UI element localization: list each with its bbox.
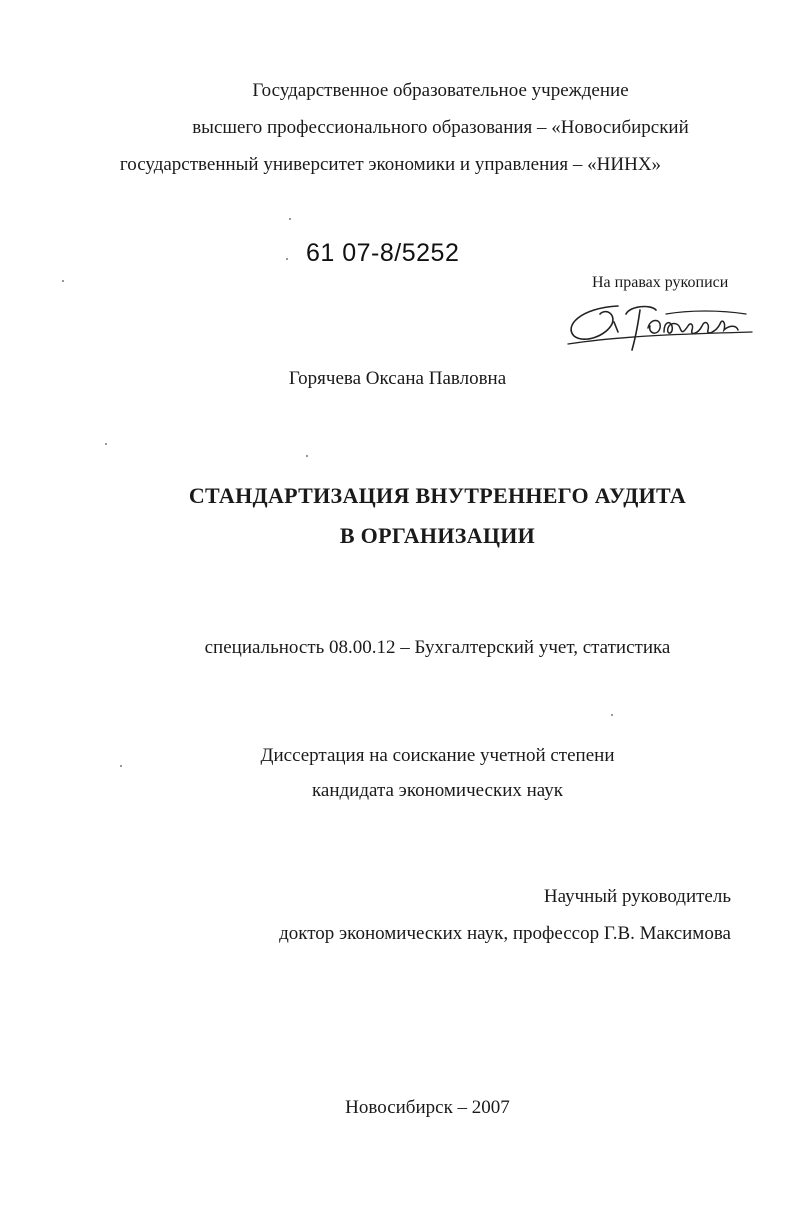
scan-speck bbox=[289, 218, 291, 220]
scan-speck bbox=[120, 765, 122, 767]
city-year: Новосибирск – 2007 bbox=[345, 1097, 510, 1118]
scan-speck bbox=[286, 258, 288, 260]
manuscript-rights-note: На правах рукописи bbox=[592, 274, 729, 291]
institution-line-2: высшего профессионального образования – «Новосибирский bbox=[192, 117, 689, 138]
dissertation-title-line-2: В ОРГАНИЗАЦИИ bbox=[339, 523, 536, 548]
scan-speck bbox=[306, 455, 308, 457]
handwritten-signature bbox=[560, 292, 760, 356]
institution-line-1: Государственное образовательное учреждение bbox=[252, 80, 629, 101]
institution-line-3: государственный университет экономики и управления – «НИНХ» bbox=[119, 154, 662, 175]
supervisor-label: Научный руководитель bbox=[543, 886, 731, 907]
author-name: Горячева Оксана Павловна bbox=[288, 368, 507, 389]
archive-number: 61 07-8/5252 bbox=[306, 239, 460, 267]
degree-line-1: Диссертация на соискание учетной степени bbox=[260, 745, 615, 766]
scan-speck bbox=[611, 714, 613, 716]
scan-speck bbox=[105, 443, 107, 445]
degree-line-2: кандидата экономических наук bbox=[311, 780, 564, 801]
specialty-line: специальность 08.00.12 – Бухгалтерский учет, статистика bbox=[204, 637, 671, 658]
dissertation-title-line-1: СТАНДАРТИЗАЦИЯ ВНУТРЕННЕГО АУДИТА bbox=[188, 483, 687, 508]
supervisor-name: доктор экономических наук, профессор Г.В. Максимова bbox=[279, 923, 731, 944]
scan-speck bbox=[62, 280, 64, 282]
